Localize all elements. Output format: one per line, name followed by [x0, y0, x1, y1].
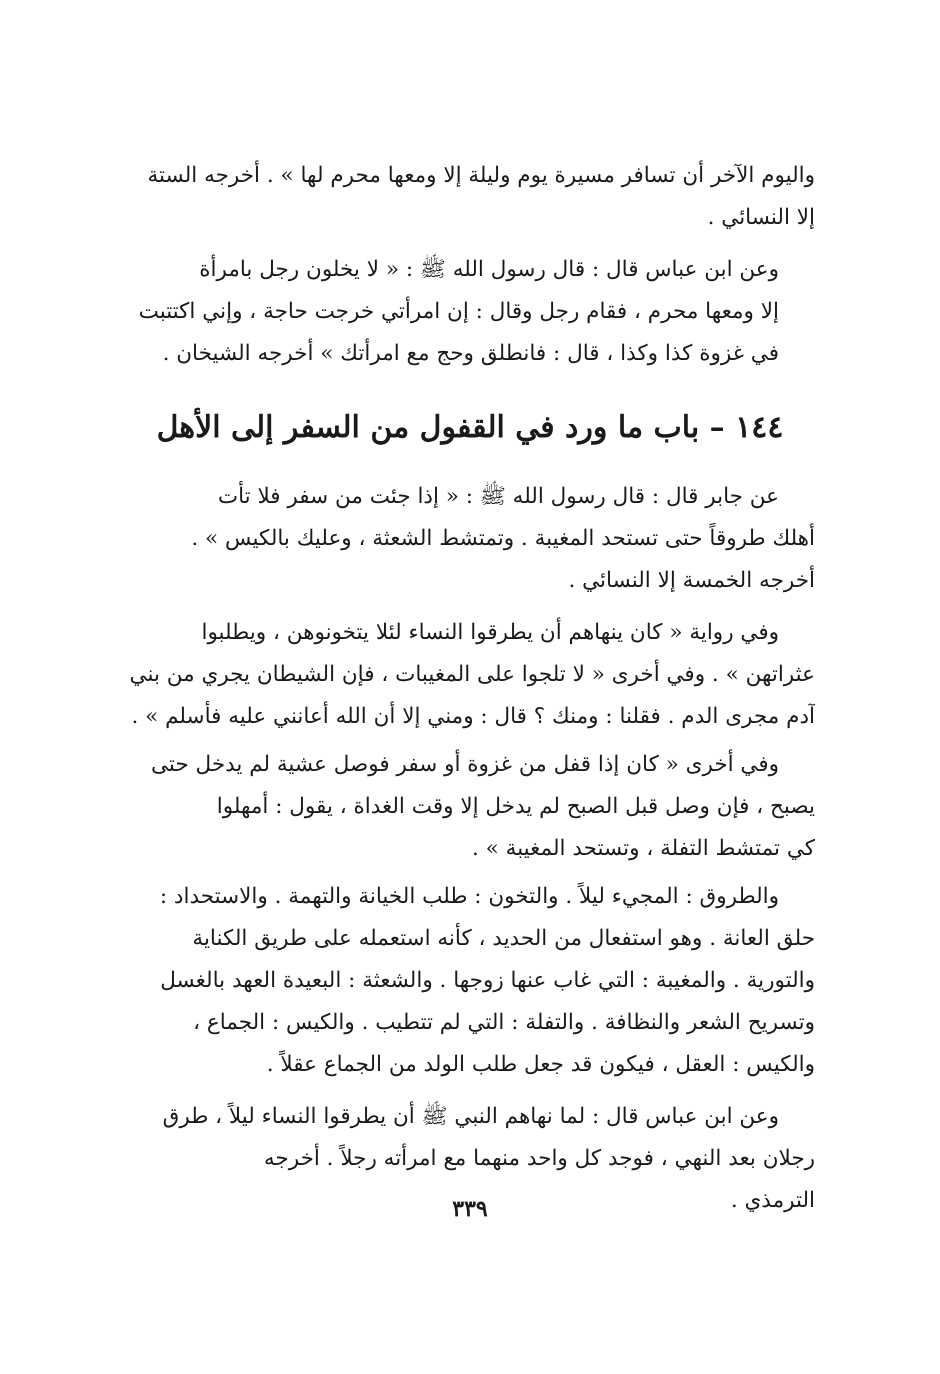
text-line: وفي رواية « كان ينهاهم أن يطرقوا النساء لئلا يتخونوهن ، ويطلبوا	[201, 620, 779, 645]
page-number: ٣٣٩	[452, 1196, 488, 1222]
bottom-text-block	[125, 476, 815, 1222]
text-line: في غزوة كذا وكذا ، قال : فانطلق وحج مع امرأتك » أخرجه الشيخان .	[162, 341, 779, 366]
text-line: أهلك طروقاً حتى تستحد المغيبة . وتمتشط الشعثة ، وعليك بالكيس » .	[191, 526, 815, 551]
paragraph	[125, 612, 815, 738]
paragraph	[125, 249, 815, 375]
text-line: أخرجه الخمسة إلا النسائي .	[568, 568, 815, 593]
text-line: آدم مجرى الدم . فقلنا : ومنك ؟ قال : ومني إلا أن الله أعانني عليه فأسلم » .	[131, 704, 815, 729]
text-line: والطروق : المجيء ليلاً . والتخون : طلب الخيانة والتهمة . والاستحداد :	[159, 884, 779, 909]
text-line: رجلان بعد النهي ، فوجد كل واحد منهما مع امرأته رجلاً . أخرجه	[263, 1146, 815, 1171]
section-heading: ١٤٤ – باب ما ورد في القفول من السفر إلى الأهل	[156, 410, 784, 445]
text-line: إلا النسائي .	[707, 205, 815, 230]
top-text-block	[125, 155, 815, 375]
text-line: الترمذي .	[730, 1188, 815, 1213]
paragraph	[125, 476, 815, 602]
text-line: كي تمتشط التفلة ، وتستحد المغيبة » .	[472, 836, 815, 861]
text-line: والكيس : العقل ، فيكون قد جعل طلب الولد من الجماع عقلاً .	[266, 1052, 815, 1077]
text-line: وفي أخرى « كان إذا قفل من غزوة أو سفر فوصل عشية لم يدخل حتى	[151, 752, 779, 777]
text-line: والتورية . والمغيبة : التي غاب عنها زوجها . والشعثة : البعيدة العهد بالغسل	[160, 968, 815, 993]
text-line: عثراتهن » . وفي أخرى « لا تلجوا على المغيبات ، فإن الشيطان يجري من بني	[129, 662, 815, 687]
text-line: وعن ابن عباس قال : قال رسول الله ﷺ : « لا يخلون رجل بامرأة	[199, 257, 779, 282]
text-line: حلق العانة . وهو استفعال من الحديد ، كأنه استعمله على طريق الكناية	[192, 926, 815, 951]
paragraph	[125, 876, 815, 1086]
text-line: إلا ومعها محرم ، فقام رجل وقال : إن امرأتي خرجت حاجة ، وإني اكتتبت	[138, 299, 779, 324]
text-line: واليوم الآخر أن تسافر مسيرة يوم وليلة إلا ومعها محرم لها » . أخرجه الستة	[147, 163, 815, 188]
text-line: يصبح ، فإن وصل قبل الصبح لم يدخل إلا وقت الغداة ، يقول : أمهلوا	[216, 794, 815, 819]
text-line: وتسريح الشعر والنظافة . والتفلة : التي لم تتطيب . والكيس : الجماع ،	[193, 1010, 815, 1035]
paragraph	[125, 744, 815, 870]
text-line: وعن ابن عباس قال : لما نهاهم النبي ﷺ أن يطرقوا النساء ليلاً ، طرق	[162, 1104, 779, 1129]
paragraph	[125, 155, 815, 239]
text-line: عن جابر قال : قال رسول الله ﷺ : « إذا جئت من سفر فلا تأت	[217, 484, 779, 509]
